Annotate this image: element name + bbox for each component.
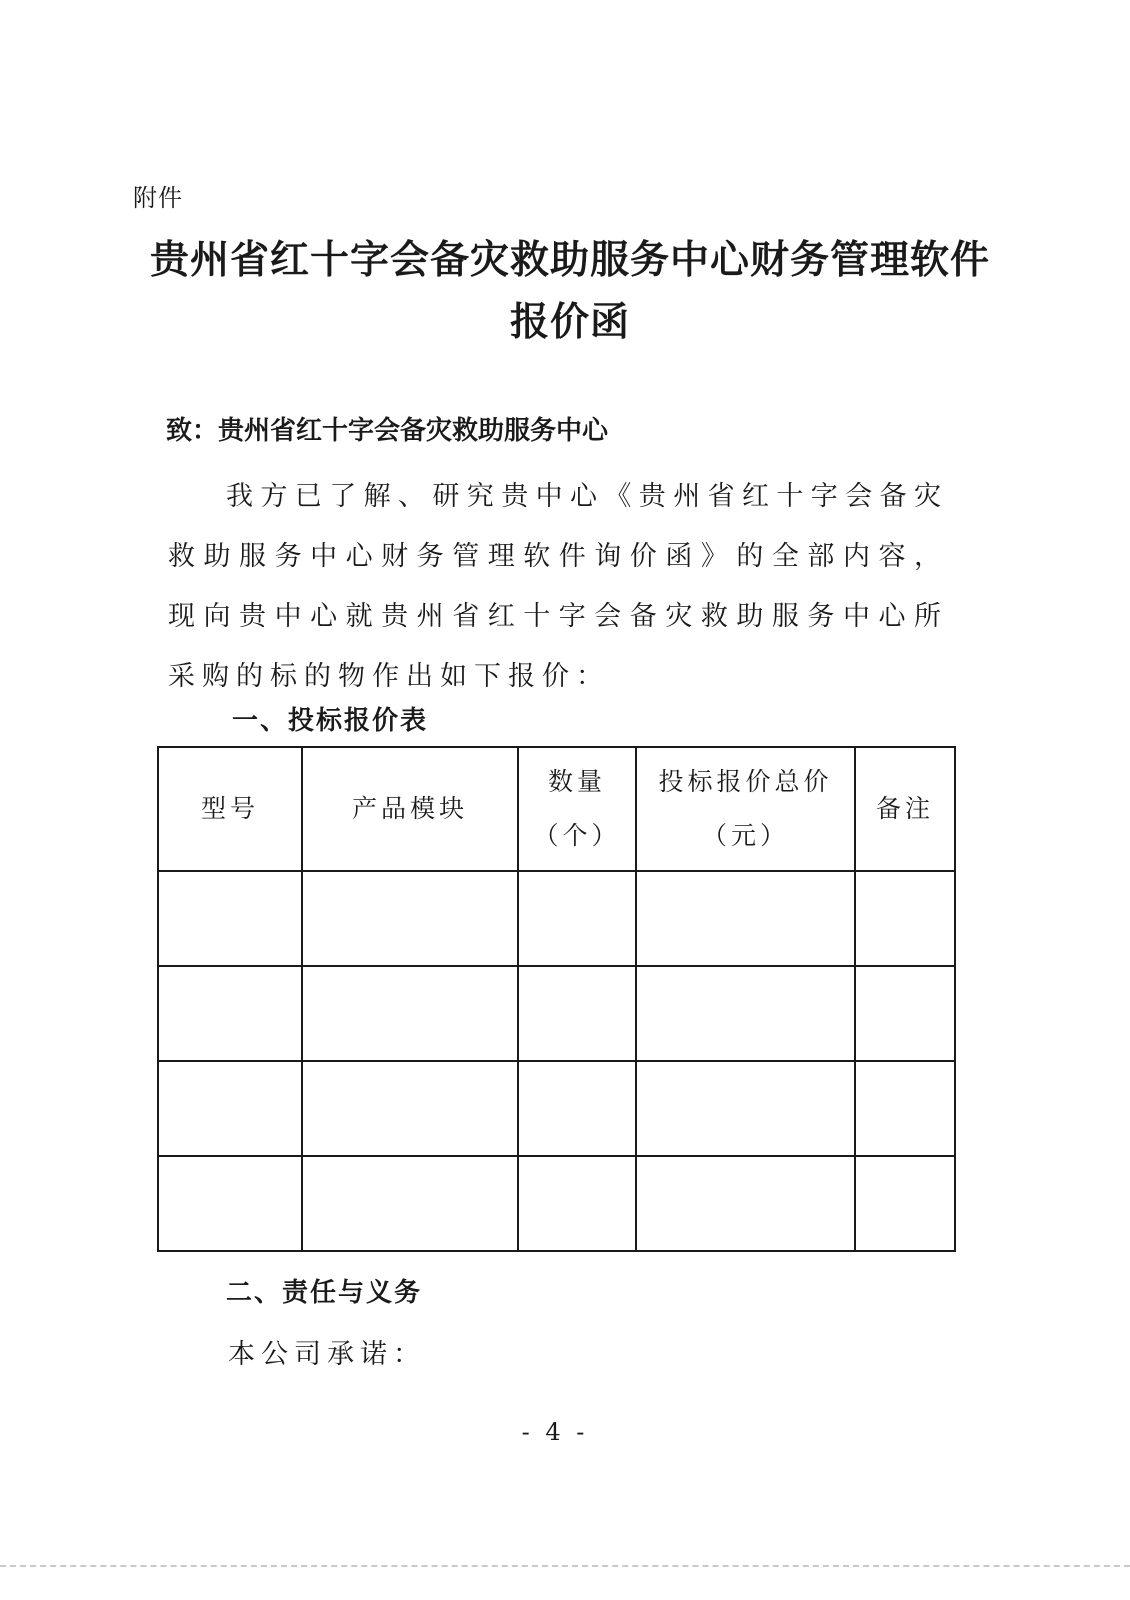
table-cell[interactable] bbox=[302, 1061, 518, 1156]
header-product-module bbox=[302, 747, 518, 871]
table-row bbox=[158, 871, 955, 966]
header-model-label: 型号 bbox=[200, 794, 259, 823]
addressee: 致：贵州省红十字会备灾救助服务中心 bbox=[166, 416, 609, 446]
table-cell[interactable] bbox=[518, 966, 636, 1061]
header-total-price bbox=[636, 747, 855, 871]
attachment-label: 附件 bbox=[133, 184, 183, 212]
section-heading-responsibilities: 二、责任与义务 bbox=[226, 1278, 423, 1308]
table-cell[interactable] bbox=[855, 871, 955, 966]
table-cell[interactable] bbox=[636, 966, 855, 1061]
title-line-2: 报价函 bbox=[509, 300, 630, 345]
table-row bbox=[158, 966, 955, 1061]
commitment-text: 本公司承诺： bbox=[228, 1339, 426, 1370]
table-cell[interactable] bbox=[302, 871, 518, 966]
header-model bbox=[158, 747, 302, 871]
table-cell[interactable] bbox=[518, 1156, 636, 1251]
table-row bbox=[158, 1156, 955, 1251]
header-quantity-label: 数量 bbox=[547, 767, 606, 796]
table-cell[interactable] bbox=[855, 1156, 955, 1251]
table-cell[interactable] bbox=[302, 1156, 518, 1251]
table-cell[interactable] bbox=[855, 966, 955, 1061]
table-cell[interactable] bbox=[158, 1156, 302, 1251]
table-row bbox=[158, 1061, 955, 1156]
table-cell[interactable] bbox=[855, 1061, 955, 1156]
header-remarks bbox=[855, 747, 955, 871]
header-remarks-label: 备注 bbox=[875, 794, 934, 823]
quote-table bbox=[157, 746, 956, 1252]
table-cell[interactable] bbox=[518, 871, 636, 966]
table-cell[interactable] bbox=[636, 1156, 855, 1251]
table-cell[interactable] bbox=[636, 1061, 855, 1156]
table-cell[interactable] bbox=[158, 871, 302, 966]
document-title bbox=[130, 230, 1010, 354]
table-header-row bbox=[158, 747, 955, 871]
page-number: - 4 - bbox=[521, 1418, 589, 1446]
table-cell[interactable] bbox=[302, 966, 518, 1061]
section-heading-quote-table: 一、投标报价表 bbox=[232, 706, 429, 736]
body-paragraph: 我方已了解、研究贵中心《贵州省红十字会备灾救助服务中心财务管理软件询价函》的全部内容，现向贵中心就贵州省红十字会备灾救助服务中心所采购的标的物作出如下报价： bbox=[168, 481, 948, 692]
header-total-price-label: 投标报价总价 bbox=[658, 767, 833, 796]
header-quantity bbox=[518, 747, 636, 871]
table-cell[interactable] bbox=[636, 871, 855, 966]
header-quantity-unit: （个） bbox=[533, 821, 621, 850]
table-cell[interactable] bbox=[158, 1061, 302, 1156]
header-total-price-unit: （元） bbox=[701, 821, 789, 850]
header-product-module-label: 产品模块 bbox=[351, 794, 468, 823]
table-cell[interactable] bbox=[158, 966, 302, 1061]
table-cell[interactable] bbox=[518, 1061, 636, 1156]
title-line-1: 贵州省红十字会备灾救助服务中心财务管理软件 bbox=[149, 238, 990, 283]
scan-artifact-line bbox=[0, 1565, 1130, 1567]
